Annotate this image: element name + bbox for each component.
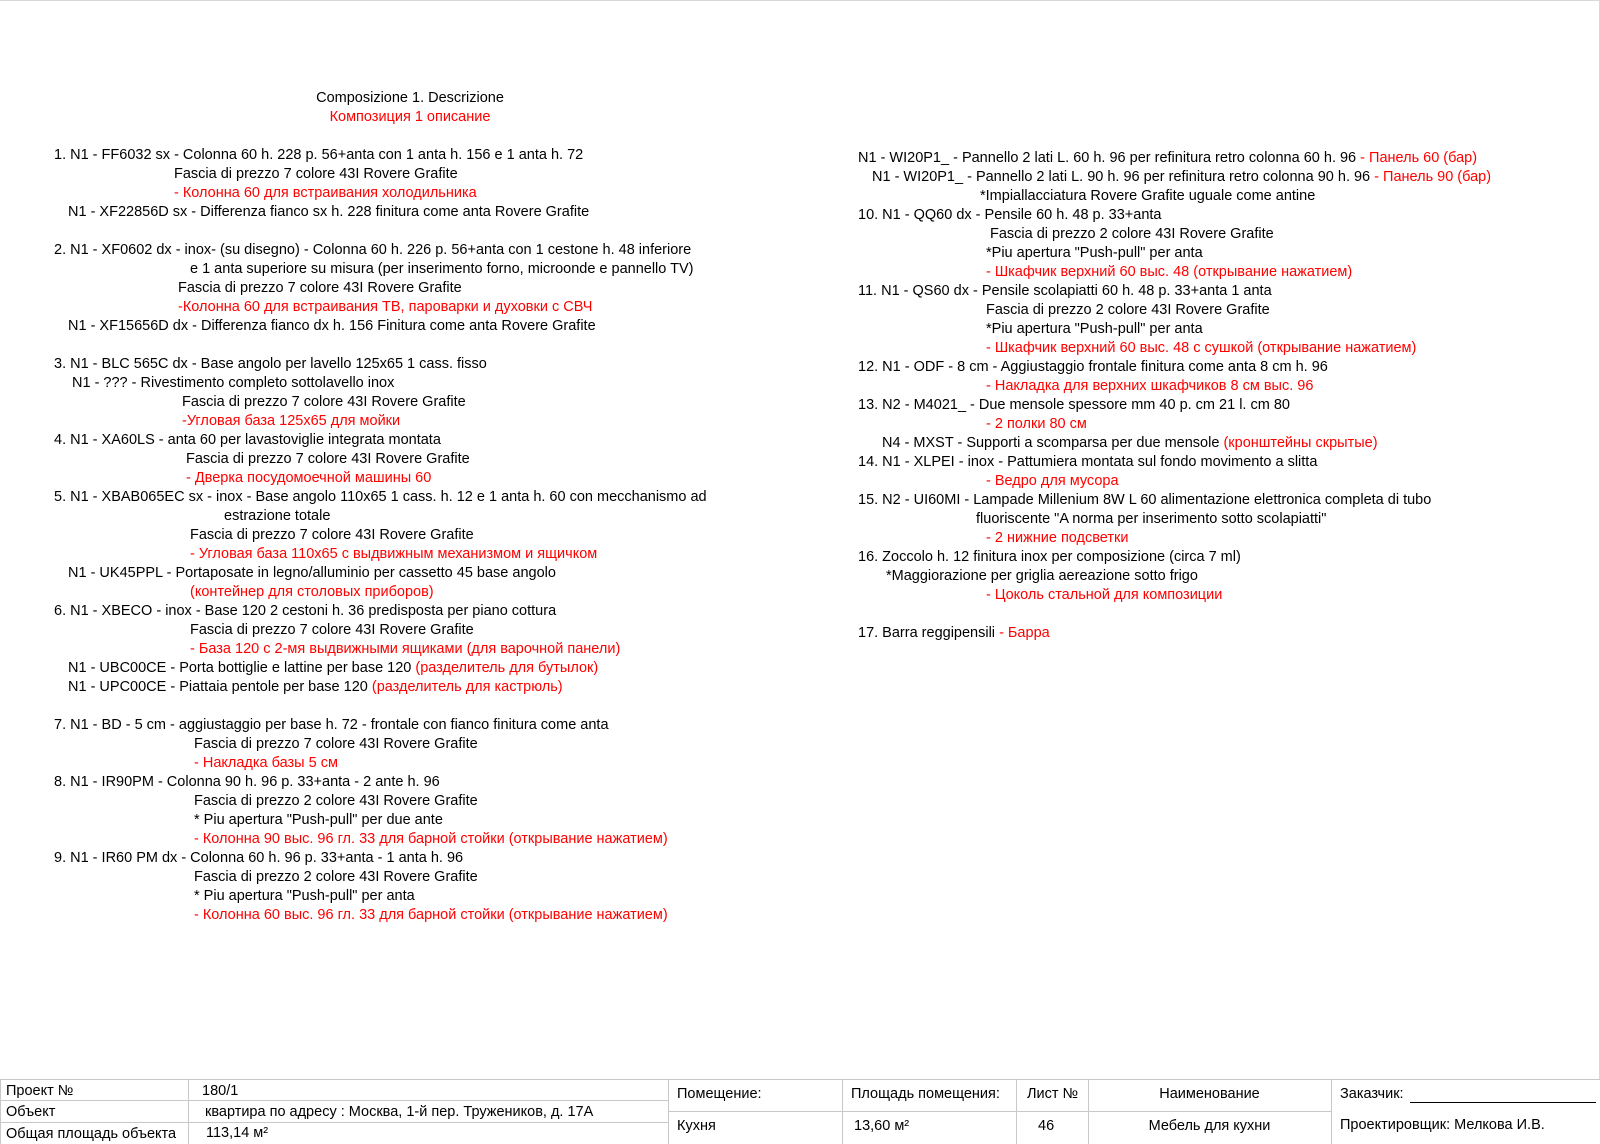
item-8-price-line: Fascia di prezzo 2 colore 43I Rovere Grafite: [194, 793, 478, 809]
item-1-note: - Колонна 60 для встраивания холодильника: [174, 185, 477, 201]
item-1-subitem-line: N1 - XF22856D sx - Differenza fianco sx h. 228 finitura come anta Rovere Grafite: [68, 204, 590, 220]
object-label: Объект: [6, 1104, 56, 1120]
title-block: [0, 1079, 1600, 1144]
title-block-row-divider-mid: [668, 1111, 1331, 1112]
item-5-note: - Угловая база 110x65 с выдвижным механизмом и ящичком: [190, 546, 598, 562]
item-9-line: 9. N1 - IR60 PM dx - Colonna 60 h. 96 p. 33+anta - 1 anta h. 96: [54, 850, 464, 866]
panel-90-line: [872, 168, 1491, 187]
item-5-price-line: Fascia di prezzo 7 colore 43I Rovere Grafite: [190, 527, 474, 543]
title-block-row-divider-1: [0, 1100, 668, 1101]
item-11-price-line: Fascia di prezzo 2 colore 43I Rovere Grafite: [986, 302, 1270, 318]
room-area-value: 13,60 м²: [854, 1118, 910, 1134]
item-9-option-line: * Piu apertura "Push-pull" per anta: [194, 888, 415, 904]
object-value: квартира по адресу : Москва, 1-й пер. Тружеников, д. 17А: [205, 1104, 594, 1120]
item-4-note: - Дверка посудомоечной машины 60: [186, 470, 432, 486]
item-15-line: 15. N2 - UI60MI - Lampade Millenium 8W L 60 alimentazione elettronica completa di tubo: [858, 492, 1432, 508]
item-2-subitem-line: N1 - XF15656D dx - Differenza fianco dx h. 156 Finitura come anta Rovere Grafite: [68, 318, 596, 334]
item-5-line: 5. N1 - XBAB065EC sx - inox - Base angolo 110x65 1 cass. h. 12 e 1 anta h. 60 con mecchanismo ad: [54, 489, 707, 505]
panel-60-text: N1 - WI20P1_ - Pannello 2 lati L. 60 h. 96 per refinitura retro colonna 60 h. 96: [858, 150, 1357, 166]
item-6-subitem-2: [68, 678, 563, 697]
item-11-option-line: *Piu apertura "Push-pull" per anta: [986, 321, 1203, 337]
total-area-value: 113,14 м²: [206, 1125, 269, 1141]
item-16-note: - Цоколь стальной для композиции: [986, 587, 1223, 603]
title-block-row-divider-2: [0, 1122, 668, 1123]
item-6-subitem-2-text: N1 - UPC00CE - Piattaia pentole per base 120: [68, 679, 368, 695]
item-6-subitem-1: [68, 659, 598, 678]
item-6-note: - База 120 с 2-мя выдвижными ящиками (для варочной панели): [190, 641, 621, 657]
item-12-note: - Накладка для верхних шкафчиков 8 см выс. 96: [986, 378, 1314, 394]
designer-label: Проектировщик: Мелкова И.В.: [1340, 1117, 1545, 1133]
item-7-note: - Накладка базы 5 см: [194, 755, 338, 771]
item-2-line: 2. N1 - XF0602 dx - inox- (su disegno) - Colonna 60 h. 226 p. 56+anta con 1 cestone h. 48 inferiore: [54, 242, 692, 258]
title-block-col-divider-6: [1331, 1079, 1332, 1144]
item-3-line: 3. N1 - BLC 565C dx - Base angolo per lavello 125x65 1 cass. fisso: [54, 356, 487, 372]
item-9-price-line: Fascia di prezzo 2 colore 43I Rovere Grafite: [194, 869, 478, 885]
name-label: Наименование: [1159, 1086, 1260, 1102]
sheet-number-label: Лист №: [1027, 1086, 1079, 1102]
panel-90-note: - Панель 90 (бар): [1374, 169, 1492, 185]
panel-60-note: - Панель 60 (бар): [1360, 150, 1478, 166]
sheet-number-value: 46: [1038, 1118, 1055, 1134]
item-15-note: - 2 нижние подсветки: [986, 530, 1129, 546]
title-block-border-top: [0, 1079, 1600, 1080]
item-6-price-line: Fascia di prezzo 7 colore 43I Rovere Grafite: [190, 622, 474, 638]
item-7-line: 7. N1 - BD - 5 cm - aggiustaggio per base h. 72 - frontale con fianco finitura come anta: [54, 717, 609, 733]
panel-veneer-line: *Impiallacciatura Rovere Grafite uguale come antine: [980, 188, 1316, 204]
item-13-note: - 2 полки 80 см: [986, 416, 1087, 432]
item-13-subitem-note: (кронштейны скрытые): [1223, 435, 1378, 451]
item-12-line: 12. N1 - ODF - 8 cm - Aggiustaggio frontale finitura come anta 8 cm h. 96: [858, 359, 1328, 375]
item-2-note: -Колонна 60 для встраивания ТВ, пароварки и духовки с СВЧ: [178, 299, 593, 315]
item-1-price-line: Fascia di prezzo 7 colore 43I Rovere Grafite: [174, 166, 458, 182]
item-11-line: 11. N1 - QS60 dx - Pensile scolapiatti 60 h. 48 p. 33+anta 1 anta: [858, 283, 1272, 299]
item-13-subitem: [882, 434, 1378, 453]
item-10-option-line: *Piu apertura "Push-pull" per anta: [986, 245, 1203, 261]
customer-label: Заказчик:: [1340, 1086, 1404, 1102]
item-5-subitem-line: N1 - UK45PPL - Portaposate in legno/alluminio per cassetto 45 base angolo: [68, 565, 556, 581]
item-11-note: - Шкафчик верхний 60 выс. 48 с сушкой (открывание нажатием): [986, 340, 1417, 356]
item-3-note: -Угловая база 125x65 для мойки: [182, 413, 401, 429]
item-1-line: 1. N1 - FF6032 sx - Colonna 60 h. 228 p. 56+anta con 1 anta h. 156 e 1 anta h. 72: [54, 147, 584, 163]
item-10-note: - Шкафчик верхний 60 выс. 48 (открывание нажатием): [986, 264, 1353, 280]
page-border-top: [0, 0, 1600, 1]
item-5-line-cont: estrazione totale: [224, 508, 331, 524]
title-block-col-divider-1: [188, 1079, 189, 1144]
item-14-line: 14. N1 - XLPEI - inox - Pattumiera montata sul fondo movimento a slitta: [858, 454, 1318, 470]
title-block-col-divider-3: [842, 1079, 843, 1144]
item-10-price-line: Fascia di prezzo 2 colore 43I Rovere Grafite: [990, 226, 1274, 242]
title-block-border-left: [0, 1079, 1, 1144]
item-8-line: 8. N1 - IR90PM - Colonna 90 h. 96 p. 33+anta - 2 ante h. 96: [54, 774, 440, 790]
project-number-label: Проект №: [6, 1083, 74, 1099]
item-6-line: 6. N1 - XBECO - inox - Base 120 2 cestoni h. 36 predisposta per piano cottura: [54, 603, 557, 619]
name-value: Мебель для кухни: [1148, 1118, 1271, 1134]
item-6-subitem-1-text: N1 - UBC00CE - Porta bottiglie e lattine per base 120: [68, 660, 412, 676]
item-17-text: 17. Barra reggipensili: [858, 625, 996, 641]
room-value: Кухня: [677, 1118, 716, 1134]
room-area-label: Площадь помещения:: [851, 1086, 1000, 1102]
total-area-label: Общая площадь объекта: [6, 1126, 177, 1142]
item-10-line: 10. N1 - QQ60 dx - Pensile 60 h. 48 p. 33+anta: [858, 207, 1162, 223]
room-label: Помещение:: [677, 1086, 762, 1102]
panel-60-line: [858, 149, 1477, 168]
customer-signature-line: [1410, 1102, 1596, 1103]
document-title: Composizione 1. Descrizione: [316, 90, 504, 106]
item-16-line: 16. Zoccolo h. 12 finitura inox per composizione (circa 7 ml): [858, 549, 1241, 565]
item-8-option-line: * Piu apertura "Push-pull" per due ante: [194, 812, 443, 828]
item-4-price-line: Fascia di prezzo 7 colore 43I Rovere Grafite: [186, 451, 470, 467]
item-13-line: 13. N2 - M4021_ - Due mensole spessore mm 40 p. cm 21 l. cm 80: [858, 397, 1290, 413]
item-6-subitem-1-note: (разделитель для бутылок): [415, 660, 599, 676]
item-2-price-line: Fascia di prezzo 7 colore 43I Rovere Grafite: [178, 280, 462, 296]
title-block-col-divider-4: [1016, 1079, 1017, 1144]
item-6-subitem-2-note: (разделитель для кастрюль): [371, 679, 563, 695]
title-block-col-divider-2: [668, 1079, 669, 1144]
document-title-ru: Композиция 1 описание: [329, 109, 491, 125]
item-8-note: - Колонна 90 выс. 96 гл. 33 для барной стойки (открывание нажатием): [194, 831, 668, 847]
item-17-line: [858, 624, 1050, 643]
item-17-note: - Барра: [999, 625, 1050, 641]
item-15-line-cont: fluoriscente "A norma per inserimento sotto scolapiatti": [976, 511, 1327, 527]
item-5-subitem-note: (контейнер для столовых приборов): [190, 584, 434, 600]
item-2-line-cont: e 1 anta superiore su misura (per inserimento forno, microonde e pannello TV): [190, 261, 694, 277]
item-13-subitem-text: N4 - MXST - Supporti a scomparsa per due mensole: [882, 435, 1220, 451]
item-16-option-line: *Maggiorazione per griglia aereazione sotto frigo: [886, 568, 1198, 584]
item-3-subitem-line: N1 - ??? - Rivestimento completo sottolavello inox: [72, 375, 395, 391]
panel-90-text: N1 - WI20P1_ - Pannello 2 lati L. 90 h. 96 per refinitura retro colonna 90 h. 96: [872, 169, 1371, 185]
project-number-value: 180/1: [202, 1083, 239, 1099]
item-7-price-line: Fascia di prezzo 7 colore 43I Rovere Grafite: [194, 736, 478, 752]
item-3-price-line: Fascia di prezzo 7 colore 43I Rovere Grafite: [182, 394, 466, 410]
item-9-note: - Колонна 60 выс. 96 гл. 33 для барной стойки (открывание нажатием): [194, 907, 668, 923]
item-4-line: 4. N1 - XA60LS - anta 60 per lavastoviglie integrata montata: [54, 432, 441, 448]
item-14-note: - Ведро для мусора: [986, 473, 1119, 489]
